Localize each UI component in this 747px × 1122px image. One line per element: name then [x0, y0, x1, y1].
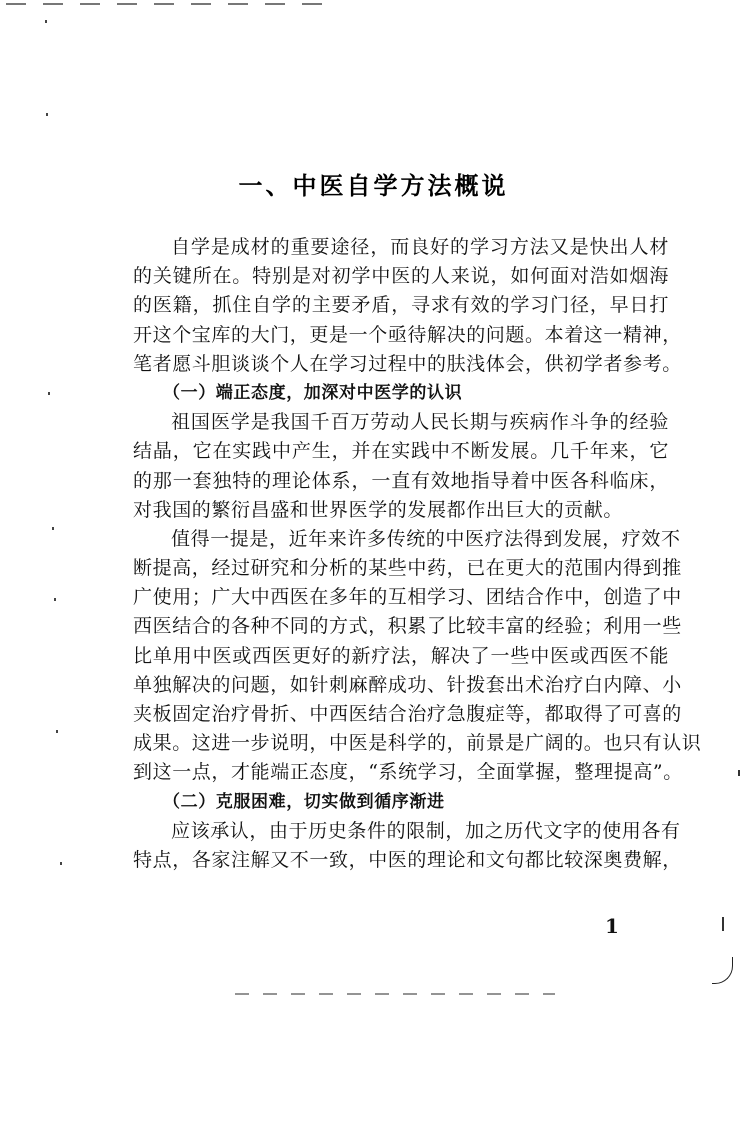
text-line: 的医籍，抓住自学的主要矛盾，寻求有效的学习门径，早日打	[133, 294, 669, 317]
chapter-title: 一、中医自学方法概说	[238, 172, 509, 201]
scan-speck	[48, 392, 50, 395]
text-line: 西医结合的各种不同的方式，积累了比较丰富的经验；利用一些	[133, 615, 682, 638]
text-line: 对我国的繁衍昌盛和世界医学的发展都作出巨大的贡献。	[133, 498, 624, 521]
text-line: 祖国医学是我国千百万劳动人民长期与疾病作斗争的经验	[171, 411, 669, 434]
scan-artifact-bottom-dashes	[235, 993, 555, 995]
text-line: 断提高，经过研究和分析的某些中药，已在更大的范围内得到推	[133, 557, 682, 580]
scan-artifact-top-dashes	[6, 3, 339, 5]
scan-margin-mark	[738, 770, 740, 776]
text-line: 夹板固定治疗骨折、中西医结合治疗急腹症等，都取得了可喜的	[133, 703, 682, 725]
scan-margin-mark	[722, 917, 724, 931]
section-heading-2: （二）克服困难，切实做到循序渐进	[163, 791, 445, 812]
scan-speck	[52, 527, 54, 530]
text-line: 的关键所在。特别是对初学中医的人来说，如何面对浩如烟海	[133, 265, 669, 288]
text-line: 到这一点，才能端正态度，“系统学习，全面掌握，整理提高”。	[133, 761, 683, 784]
text-line: 特点，各家注解又不一致，中医的理论和文句都比较深奥费解，	[133, 848, 682, 871]
body-text	[133, 233, 702, 875]
scan-speck	[56, 730, 58, 733]
text-line: 笔者愿斗胆谈谈个人在学习过程中的肤浅体会，供初学者参考。	[133, 352, 682, 375]
scan-artifact-page-corner	[712, 957, 733, 984]
text-line: 成果。这进一步说明，中医是科学的，前景是广阔的。也只有认识	[133, 732, 702, 755]
scan-speck	[54, 598, 56, 601]
text-line: 应该承认，由于历史条件的限制，加之历代文字的使用各有	[171, 819, 681, 842]
scan-speck	[60, 862, 62, 865]
section-heading-1: （一）端正态度，加深对中医学的认识	[163, 382, 463, 403]
text-line: 的那一套独特的理论体系，一直有效地指导着中医各科临床，	[133, 469, 669, 492]
text-line: 自学是成材的重要途径，而良好的学习方法又是快出人材	[171, 236, 669, 258]
scan-speck	[46, 113, 48, 116]
scan-speck	[45, 20, 47, 23]
text-line: 值得一提是，近年来许多传统的中医疗法得到发展，疗效不	[171, 527, 681, 550]
text-line: 开这个宝库的大门，更是一个亟待解决的问题。本着这一精神，	[133, 323, 682, 346]
text-line: 单独解决的问题，如针刺麻醉成功、针拨套出术治疗白内障、小	[133, 673, 682, 696]
text-line: 比单用中医或西医更好的新疗法，解决了一些中医或西医不能	[133, 644, 669, 667]
text-line: 结晶，它在实践中产生，并在实践中不断发展。几千年来，它	[133, 440, 669, 463]
page-number: 1	[605, 914, 619, 938]
text-line: 广使用；广大中西医在多年的互相学习、团结合作中，创造了中	[133, 586, 682, 609]
